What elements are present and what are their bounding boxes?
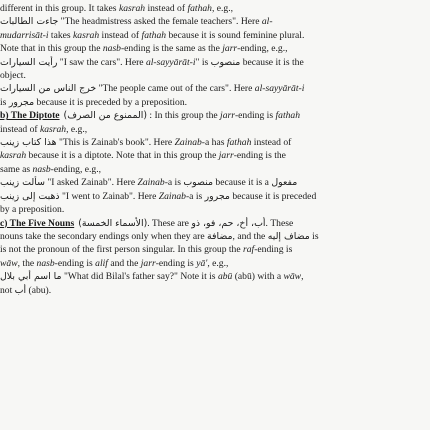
text: fathah (275, 110, 301, 122)
text: nasb (36, 257, 55, 269)
text: kasrah (0, 150, 27, 162)
text: jarr (222, 43, 238, 55)
text-line (0, 15, 422, 28)
text: -ending is (54, 257, 96, 269)
text: , e.g., (66, 123, 88, 135)
arabic-text: رأيت السيارات (0, 56, 58, 68)
text: in this group. It takes (32, 3, 119, 14)
text: instead of (0, 123, 40, 135)
text-line (0, 2, 422, 15)
arabic-text: جاءت الطالبات (0, 16, 59, 28)
text: fathah (141, 29, 167, 41)
text: Zainab (174, 137, 202, 149)
text: , the (17, 257, 37, 269)
section-heading-line (0, 109, 422, 122)
text: -a has (201, 137, 227, 149)
text: al-sayyārāt-i (145, 56, 196, 68)
text: is not the pronoun of the first person singular. In this group the (0, 244, 244, 256)
arabic-text: (الأسماء الخمسة) (78, 217, 148, 229)
arabic-text: أب، أخ، حم، فو، ذو (191, 217, 266, 229)
arabic-text: خرج الناس من السيارات (0, 83, 97, 95)
text-line (0, 230, 422, 243)
text-line (0, 149, 422, 162)
text: same as (0, 163, 33, 175)
text: different (0, 3, 33, 14)
text-line (0, 257, 422, 270)
arabic-text: ما اسم أبي بلال (0, 271, 62, 283)
text: raf (243, 244, 255, 256)
text: wāw (0, 257, 18, 269)
text-line (0, 243, 422, 256)
section-heading-line (0, 217, 422, 230)
text: " is (195, 56, 211, 68)
text: instead of (145, 3, 188, 14)
text: al- (261, 16, 273, 28)
text: is (309, 230, 319, 242)
arabic-text: أب (14, 284, 27, 296)
text: . These (265, 217, 294, 229)
arabic-text: مضاف إليه (267, 230, 310, 242)
text: kasrah (39, 123, 67, 135)
text: by a preposition. (0, 204, 65, 216)
text: (abū) with a (232, 271, 284, 283)
text: -ending is the (233, 150, 286, 162)
arabic-text: مجرور (204, 190, 230, 202)
text: jarr (140, 257, 156, 269)
text: "The headmistress asked the female teachers". Here (58, 16, 262, 28)
text: takes (48, 29, 74, 41)
text: object. (0, 70, 26, 82)
section-heading: b) The Diptote (0, 110, 60, 122)
text: Zainab (158, 190, 186, 202)
text: . These are (147, 217, 192, 229)
text: because it is a diptote. Note that in this group the (26, 150, 219, 162)
text: kasrah (73, 29, 100, 41)
text-line (0, 270, 422, 283)
text: , (301, 271, 304, 283)
text: -ending, e.g., (50, 163, 101, 175)
text: -ending is the same as the (120, 43, 223, 55)
text: -ending is (234, 110, 276, 122)
text: because it is preceded by a preposition. (34, 96, 188, 108)
text: because it is the (240, 56, 304, 68)
text: : In this group the (147, 110, 221, 122)
text-line (0, 136, 422, 149)
text: nasb (32, 163, 51, 175)
text: , and the (232, 230, 268, 242)
arabic-text: مجرور (8, 96, 35, 108)
text: "I went to Zainab". Here (59, 190, 159, 202)
text: -a is (164, 177, 184, 189)
text: fathah (187, 3, 212, 14)
text-line (0, 163, 422, 176)
text: "I saw the cars". Here (57, 56, 146, 68)
text: -ending is (155, 257, 197, 269)
arabic-text: سألت زينب (0, 177, 45, 189)
text: instead of (251, 137, 292, 149)
text-line (0, 284, 422, 297)
text: wāw (283, 271, 302, 283)
text-line (0, 96, 422, 109)
text: because it is sound feminine plural. (166, 29, 305, 41)
text: yā' (196, 257, 208, 269)
text: (abu). (26, 284, 52, 296)
text-line (0, 190, 422, 203)
text: is (0, 96, 9, 108)
text-line (0, 29, 422, 42)
text-line (0, 82, 422, 95)
text: kasrah (118, 3, 146, 14)
text: , e.g., (211, 3, 234, 14)
text: abū (217, 271, 233, 283)
text: -ending, e.g., (237, 43, 288, 55)
arabic-text: مضافة (207, 230, 233, 242)
text: fathah (226, 137, 252, 149)
text: nouns take the secondary endings only when they are (0, 230, 208, 242)
text: "This is Zainab's book". Here (56, 137, 175, 149)
text: al-sayyārāt-i (254, 83, 305, 95)
text: instead of (99, 29, 142, 41)
text: "The people came out of the cars". Here (96, 83, 255, 95)
arabic-text: منصوب (210, 56, 241, 68)
text: not (0, 284, 15, 296)
arabic-text: هذا كتاب زينب (0, 137, 57, 149)
arabic-text: منصوب (183, 177, 213, 189)
text: because it is a (213, 177, 272, 189)
text: mudarrisāt-i (0, 29, 49, 41)
section-heading: c) The Five Nouns (0, 217, 75, 229)
text: Zainab (137, 177, 165, 189)
text: -ending is (254, 244, 293, 256)
text: nasb (102, 43, 121, 55)
text: alif (95, 257, 108, 269)
text-line (0, 56, 422, 69)
text: "What did Bilal's father say?" Note it is (61, 271, 218, 283)
text: Note that in this group the (0, 43, 103, 55)
text-line (0, 69, 422, 82)
arabic-text: (الممنوع من الصرف) (63, 110, 148, 122)
text-line (0, 176, 422, 189)
text: "I asked Zainab". Here (44, 177, 138, 189)
text-line (0, 42, 422, 55)
text-line (0, 123, 422, 136)
arabic-text: مفعول (271, 177, 298, 189)
text: jarr (218, 150, 234, 162)
arabic-text: ذهبت إلى زينب (0, 190, 60, 202)
text-line (0, 203, 422, 216)
text: and the (107, 257, 141, 269)
text: , e.g., (207, 257, 229, 269)
text: -a is (185, 190, 205, 202)
text: because it is preceded (229, 190, 317, 202)
text: jarr (220, 110, 235, 122)
